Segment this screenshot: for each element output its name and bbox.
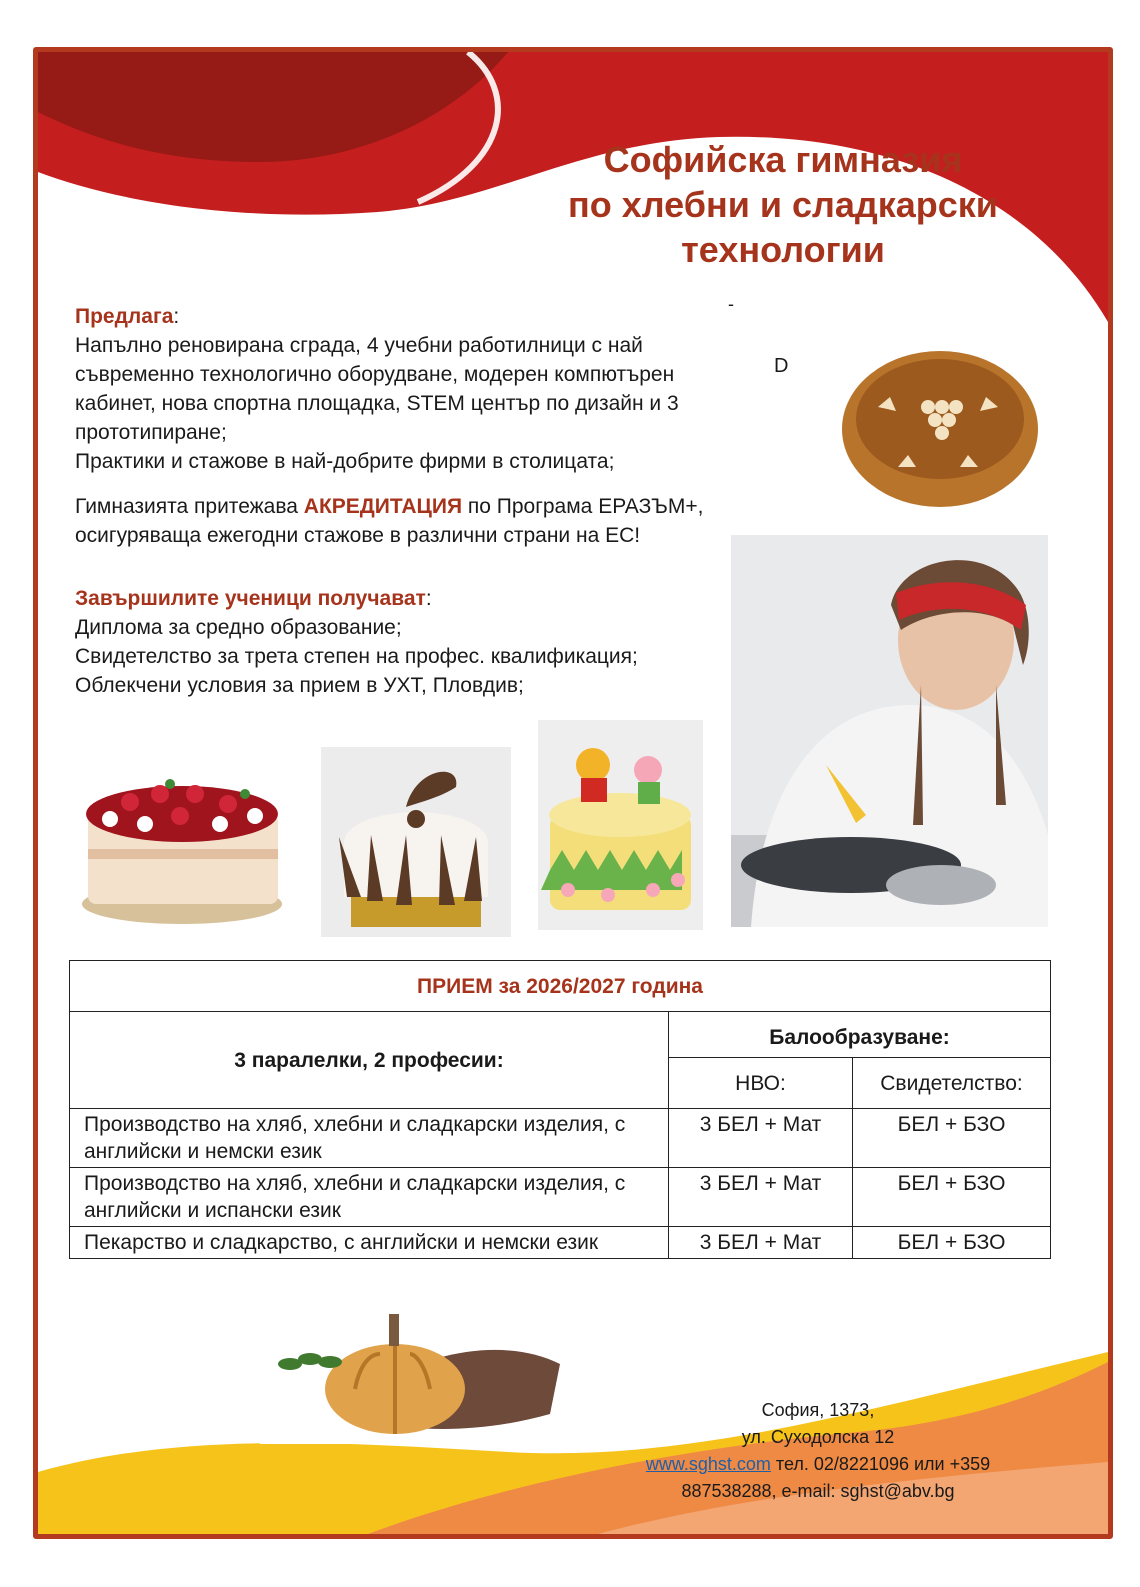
offers-heading-colon: : [173, 305, 180, 328]
contact-city: София, 1373, [761, 1400, 875, 1420]
title-line-2: по хлебни и сладкарски [568, 184, 998, 225]
offers-line-2: съвременно технологично оборудване, модерен компютърен [75, 363, 675, 386]
accreditation-after: по Програма ЕРАЗЪМ+, [462, 495, 704, 518]
program-cell: Производство на хляб, хлебни и сладкарски изделия, с английски и испански език [70, 1168, 669, 1227]
graduates-line-1: Диплома за средно образование; [75, 616, 402, 639]
accreditation-before: Гимназията притежава [75, 495, 304, 518]
contact-phone: тел. 02/8221096 или +359 [770, 1454, 991, 1474]
program-cell: Производство на хляб, хлебни и сладкарски изделия, с английски и немски език [70, 1109, 669, 1168]
school-title [478, 137, 1088, 272]
chef-student-photo [731, 535, 1048, 927]
offers-line-3: кабинет, нова спортна площадка, STEM център по дизайн и 3 [75, 392, 679, 415]
offers-heading: Предлага [75, 305, 174, 328]
admission-caption: ПРИЕМ за 2026/2027 година [70, 961, 1051, 1012]
nvo-cell: 3 БЕЛ + Мат [669, 1227, 853, 1259]
table-row [70, 1168, 1051, 1227]
title-line-1: Софийска гимназия [603, 139, 963, 180]
nvo-column-header: НВО: [669, 1058, 853, 1109]
website-link[interactable]: www.sghst.com [645, 1454, 771, 1474]
contact-phone-email: 887538288, e-mail: sghst@abv.bg [681, 1481, 955, 1501]
certificate-cell: БЕЛ + БЗО [853, 1168, 1051, 1227]
offers-line-5: Практики и стажове в най-добрите фирми в столицата; [75, 450, 615, 473]
table-row [70, 1227, 1051, 1259]
decorated-bread-photo [838, 337, 1043, 517]
poster-frame [33, 47, 1113, 1539]
accreditation-section [75, 492, 703, 550]
certificate-cell: БЕЛ + БЗО [853, 1109, 1051, 1168]
certificate-cell: БЕЛ + БЗО [853, 1227, 1051, 1259]
graduates-line-2: Свидетелство за трета степен на профес. квалификация; [75, 645, 638, 668]
admission-table [69, 960, 1051, 1259]
stray-dash: - [728, 294, 734, 314]
offers-section [75, 302, 679, 476]
accreditation-line-2: осигуряваща ежегодни стажове в различни страни на ЕС! [75, 524, 641, 547]
stray-letter: D [774, 355, 789, 377]
character-cake-photo [538, 720, 703, 930]
graduates-section [75, 584, 638, 700]
offers-line-1: Напълно реновирана сграда, 4 учебни работилници с най [75, 334, 643, 357]
contact-info [598, 1397, 1038, 1505]
certificate-column-header: Свидетелство: [853, 1058, 1051, 1109]
offers-line-4: прототипиране; [75, 421, 227, 444]
program-cell: Пекарство и сладкарство, с английски и немски език [70, 1227, 669, 1259]
title-line-3: технологии [681, 229, 885, 270]
scoring-header: Балообразуване: [669, 1012, 1051, 1058]
graduates-heading-colon: : [425, 587, 432, 610]
classes-header: 3 паралелки, 2 професии: [70, 1012, 669, 1109]
graduates-line-3: Облекчени условия за прием в УХТ, Пловдив; [75, 674, 524, 697]
graduates-heading: Завършилите ученици получават [75, 587, 426, 610]
nvo-cell: 3 БЕЛ + Мат [669, 1168, 853, 1227]
contact-street: ул. Суходолска 12 [741, 1427, 895, 1447]
table-row [70, 1109, 1051, 1168]
pumpkin-bread-photo [260, 1294, 580, 1444]
raspberry-cake-photo [70, 754, 295, 934]
nvo-cell: 3 БЕЛ + Мат [669, 1109, 853, 1168]
accreditation-highlight: АКРЕДИТАЦИЯ [303, 495, 463, 518]
chocolate-cake-photo [321, 747, 511, 937]
